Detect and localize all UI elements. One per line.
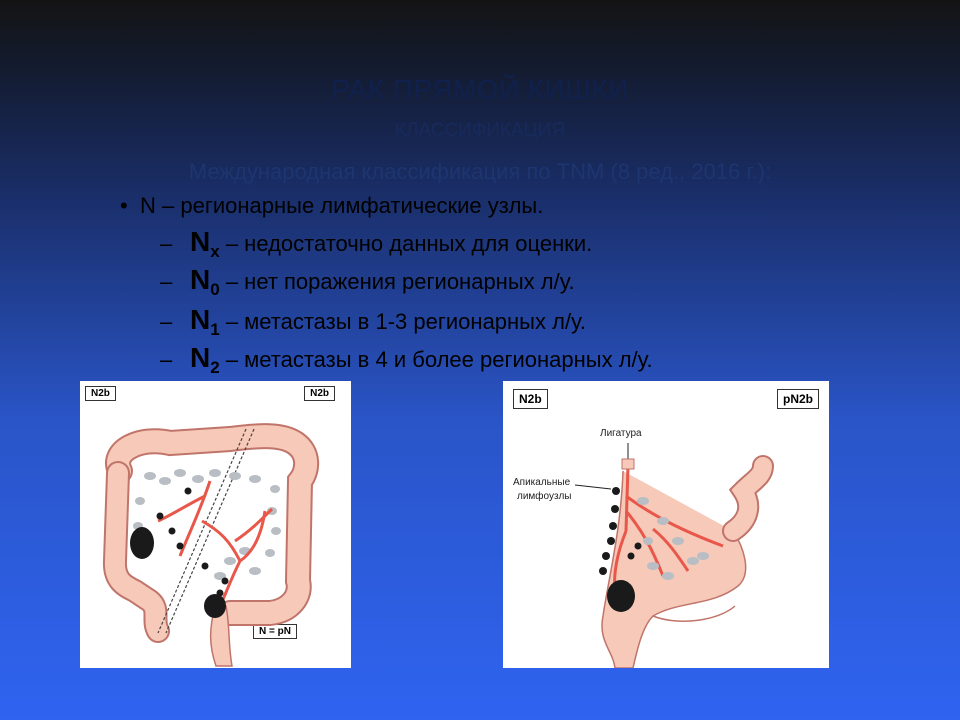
label-apical-line1: Апикальные — [513, 477, 571, 488]
rectum-illustration — [503, 381, 829, 668]
figure-rectum-apical-nodes — [503, 381, 829, 668]
n-item — [160, 226, 592, 262]
figure-tag-right: N2b — [304, 386, 335, 401]
n-item — [160, 342, 653, 378]
figure-tag-bottom: N = pN — [253, 624, 297, 639]
n-item — [160, 304, 586, 340]
figure-tag-left: N2b — [85, 386, 116, 401]
n-letter: N — [190, 304, 211, 335]
colon-illustration — [80, 381, 351, 668]
n-code — [190, 342, 220, 377]
classification-heading: Международная классификация по TNM (8 ред., 2016 г.): — [188, 159, 772, 184]
n-code — [190, 226, 220, 261]
slide-subtitle: КЛАССИФИКАЦИЯ — [394, 120, 566, 141]
n-subscript: 2 — [210, 358, 220, 377]
dash: – — [160, 231, 173, 256]
n-subscript: 1 — [210, 320, 220, 339]
n-letter: N — [190, 264, 211, 295]
n-subscript: x — [210, 242, 220, 261]
figure-colon-lymph-nodes — [80, 381, 351, 668]
n-subscript: 0 — [210, 280, 220, 299]
dash: – — [160, 309, 173, 334]
bullet-n-regional — [120, 193, 543, 219]
n-letter: N — [190, 342, 211, 373]
n-description: – недостаточно данных для оценки. — [219, 231, 593, 256]
n-letter: N — [190, 226, 211, 257]
n-code — [190, 264, 220, 299]
n-description: – метастазы в 1-3 регионарных л/у. — [219, 309, 586, 334]
bullet-marker: • — [120, 193, 128, 218]
n-description: – нет поражения регионарных л/у. — [219, 269, 575, 294]
label-ligature: Лигатура — [600, 428, 642, 439]
n-item — [160, 264, 575, 300]
slide-title: РАК ПРЯМОЙ КИШКИ — [331, 74, 629, 105]
figure-tag-left: N2b — [513, 389, 548, 409]
bullet-text: N – регионарные лимфатические узлы. — [140, 193, 544, 218]
figure-tag-right: pN2b — [777, 389, 819, 409]
n-description: – метастазы в 4 и более регионарных л/у. — [219, 347, 653, 372]
label-apical-line2: лимфоузлы — [517, 491, 572, 502]
dash: – — [160, 347, 173, 372]
dash: – — [160, 269, 173, 294]
n-code — [190, 304, 220, 339]
